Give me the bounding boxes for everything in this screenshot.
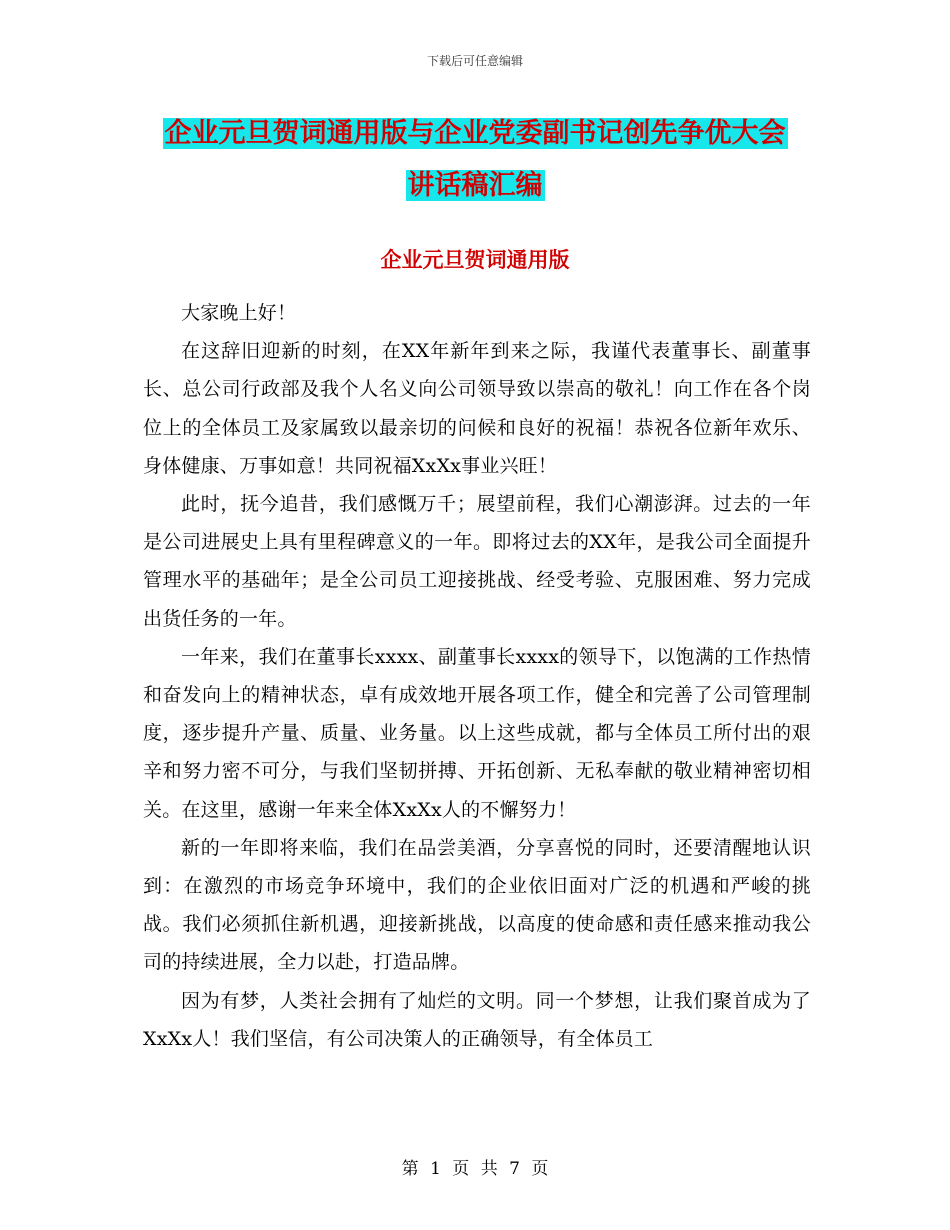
paragraph: 在这辞旧迎新的时刻，在XX年新年到来之际，我谨代表董事长、副董事长、总公司行政部及我个人名义向公司领导致以崇高的敬礼！向工作在各个岗位上的全体员工及家属致以最亲切的问候和良好的祝福！恭祝各位新年欢乐、身体健康、万事如意！共同祝福XxXx事业兴旺！: [143, 340, 811, 477]
document-title-line-2: 讲话稿汇编: [407, 170, 543, 201]
document-title-line-1: 企业元旦贺词通用版与企业党委副书记创先争优大会: [164, 118, 786, 149]
paragraph: 此时，抚今追昔，我们感慨万千；展望前程，我们心潮澎湃。过去的一年是公司进展史上具有里程碑意义的一年。即将过去的XX年，是我公司全面提升管理水平的基础年；是全公司员工迎接挑战、经受考验、克服困难、努力完成出货任务的一年。: [143, 493, 811, 630]
paragraph: 新的一年即将来临，我们在品尝美酒，分享喜悦的同时，还要清醒地认识到：在激烈的市场竞争环境中，我们的企业依旧面对广泛的机遇和严峻的挑战。我们必须抓住新机遇，迎接新挑战，以高度的使命感和责任感来推动我公司的持续进展，全力以赴，打造品牌。: [143, 836, 811, 974]
paragraph-greeting: 大家晚上好！: [181, 302, 297, 324]
page-footer: 第 1 页 共 7 页: [401, 1159, 549, 1179]
header-note: 下载后可任意编辑: [426, 54, 523, 68]
paragraph: 因为有梦，人类社会拥有了灿烂的文明。同一个梦想，让我们聚首成为了XxXx人！我们坚信，有公司决策人的正确领导，有全体员工: [143, 989, 811, 1050]
section-title: 企业元旦贺词通用版: [380, 248, 570, 272]
document-title: [120, 108, 830, 212]
body-text: [143, 294, 811, 1058]
paragraph: 一年来，我们在董事长xxxx、副董事长xxxx的领导下，以饱满的工作热情和奋发向上的精神状态，卓有成效地开展各项工作，健全和完善了公司管理制度，逐步提升产量、质量、业务量。以上这些成就，都与全体员工所付出的艰辛和努力密不可分，与我们坚韧拼搏、开拓创新、无私奉献的敬业精神密切相关。在这里，感谢一年来全体XxXx人的不懈努力！: [143, 645, 811, 821]
